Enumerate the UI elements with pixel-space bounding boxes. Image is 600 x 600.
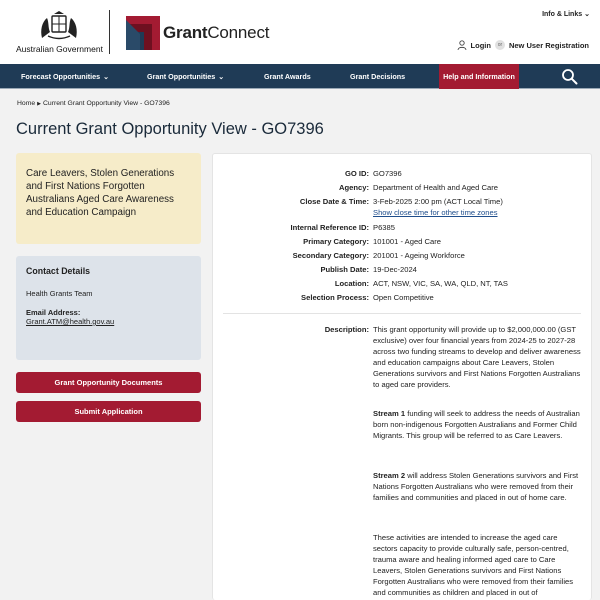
submit-application-button[interactable]: Submit Application xyxy=(16,401,201,422)
secondary-category-label: Secondary Category: xyxy=(292,251,369,260)
nav-help-and-information[interactable]: Help and Information xyxy=(439,64,519,89)
nav-grant-awards[interactable]: Grant Awards xyxy=(264,72,311,81)
main-navigation xyxy=(0,64,600,89)
details-divider xyxy=(223,313,581,314)
grant-opportunity-documents-button[interactable]: Grant Opportunity Documents xyxy=(16,372,201,393)
grant-details-card xyxy=(212,153,592,600)
selection-process-value: Open Competitive xyxy=(373,293,434,302)
site-header xyxy=(0,0,600,64)
contact-email-link[interactable]: Grant.ATM@health.gov.au xyxy=(26,317,115,326)
agency-value: Department of Health and Aged Care xyxy=(373,183,498,192)
show-time-zones-link[interactable]: Show close time for other time zones xyxy=(373,208,498,217)
description-paragraph: This grant opportunity will provide up to $2,000,000.00 (GST exclusive) over four financial years from 2024-25 to 2027-28 across two funding streams to develop and deliver awareness and education campaigns about Care Leavers, Stolen Generations survivors and First Nations Forgotten Australians to aged care providers. xyxy=(373,325,581,390)
close-date-value: 3-Feb-2025 2:00 pm (ACT Local Time) Show close time for other time zones xyxy=(373,197,503,217)
go-id-value: GO7396 xyxy=(373,169,402,178)
australian-government-logo[interactable] xyxy=(16,10,102,54)
publish-date-label: Publish Date: xyxy=(320,265,369,274)
page-title: Current Grant Opportunity View - GO7396 xyxy=(16,120,324,138)
chevron-down-icon: ⌄ xyxy=(584,11,590,18)
info-links-menu[interactable]: Info & Links ⌄ xyxy=(542,11,590,18)
internal-ref-value: P6385 xyxy=(373,223,395,232)
contact-email-label: Email Address: xyxy=(26,308,81,317)
breadcrumb-current: Current Grant Opportunity View - GO7396 xyxy=(43,100,170,107)
breadcrumb xyxy=(17,100,170,107)
location-value: ACT, NSW, VIC, SA, WA, QLD, NT, TAS xyxy=(373,279,508,288)
nav-grant-opportunities[interactable]: Grant Opportunities ⌄ xyxy=(147,72,225,81)
chevron-down-icon: ⌄ xyxy=(218,74,225,81)
primary-category-label: Primary Category: xyxy=(303,237,369,246)
gov-name: Australian Government xyxy=(16,44,103,54)
primary-category-value: 101001 - Aged Care xyxy=(373,237,441,246)
account-links xyxy=(457,40,589,50)
nav-forecast-opportunities[interactable]: Forecast Opportunities ⌄ xyxy=(21,72,109,81)
grant-summary-card: Care Leavers, Stolen Generations and First Nations Forgotten Australians Aged Care Awareness and Education Campaign xyxy=(16,153,201,244)
description-stream-2: Stream 2 will address Stolen Generations survivors and First Nations Forgotten Australians who were removed from their families and communities and placed in out of home care. xyxy=(373,471,579,503)
secondary-category-value: 201001 - Ageing Workforce xyxy=(373,251,465,260)
register-link[interactable]: New User Registration xyxy=(508,40,589,50)
chevron-right-icon: ▶ xyxy=(37,101,41,107)
selection-process-label: Selection Process: xyxy=(301,293,369,302)
close-date-label: Close Date & Time: xyxy=(299,197,369,206)
chevron-down-icon: ⌄ xyxy=(103,74,109,81)
contact-team: Health Grants Team xyxy=(26,289,93,298)
user-icon xyxy=(457,40,467,50)
description-stream-1: Stream 1 funding will seek to address the needs of Australian born non-indigenous Forgotten Australians and Former Child Migrants. This group will be referred to as Care Leavers. xyxy=(373,409,580,441)
logo-divider xyxy=(109,10,110,54)
grantconnect-wordmark[interactable]: GrantConnect xyxy=(163,23,270,42)
publish-date-value: 19-Dec-2024 xyxy=(373,265,417,274)
login-link[interactable]: Login xyxy=(470,40,491,50)
internal-ref-label: Internal Reference ID: xyxy=(290,223,369,232)
go-id-label: GO ID: xyxy=(344,169,369,178)
breadcrumb-home[interactable]: Home xyxy=(17,100,36,107)
location-label: Location: xyxy=(334,279,369,288)
description-activities: These activities are intended to increase the aged care sectors capacity to provide culturally safe, person-centred, trauma aware and healing informed aged care to Care Leavers, Stolen Generations survivors and First Nations Forgotten Australians who were removed from their families and communities as children and placed in out of xyxy=(373,533,574,598)
contact-title: Contact Details xyxy=(26,266,91,276)
description-label: Description: xyxy=(324,325,369,334)
nav-grant-decisions[interactable]: Grant Decisions xyxy=(350,72,406,81)
search-icon[interactable] xyxy=(561,68,578,85)
or-separator: or xyxy=(495,40,505,50)
coat-of-arms-icon xyxy=(38,10,80,42)
grantconnect-logo-mark-icon[interactable] xyxy=(126,16,160,50)
contact-details-card xyxy=(16,256,201,360)
agency-label: Agency: xyxy=(339,183,369,192)
